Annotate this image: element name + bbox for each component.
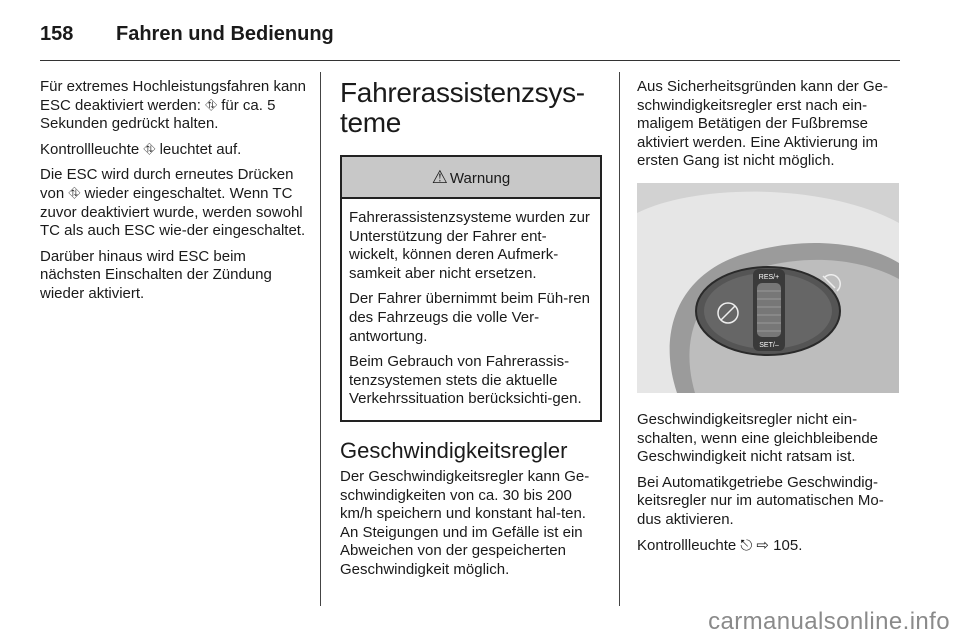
control-light-text: Kontrollleuchte ⛗ leuchtet auf. [40,140,242,158]
watermark: carmanualsonline.info [708,608,950,635]
esc-ignition-text: Darüber hinaus wird ESC beim nächsten Einschalten der Zündung wieder aktiviert. [40,247,272,302]
control-light-reference: Kontrollleuchte ⎋ ⇨ 105. [637,536,803,554]
header-rule [40,60,900,61]
steering-wheel-controls-figure [637,183,899,393]
warning-triangle-icon: ⚠ [431,167,448,187]
section-heading: Fahrerassistenzsys-teme [340,77,585,138]
column-1 [40,78,308,311]
column-divider-left [320,72,321,606]
warning-paragraph: Der Fahrer übernimmt beim Füh-ren des Fahrzeugs die volle Ver-antwortung. [349,290,590,345]
esc-deactivate-text: Für extremes Hochleistungsfahren kann ESC deaktiviert werden: ⛗ für ca. 5 Sekunden gedrückt halten. [40,78,306,133]
automatic-transmission-text: Bei Automatikgetriebe Geschwindig-keitsregler nur im automatischen Mo-dus aktivieren. [637,473,884,528]
esc-reactivate-text: Die ESC wird durch erneutes Drücken von ⛗ wieder eingeschaltet. Wenn TC zuvor deaktiviert wurde, werden sowohl TC als auch ESC wie-der eingeschaltet. [40,166,306,240]
warning-title-text: Warnung [449,170,511,187]
set-label: SET/– [759,341,779,349]
warning-title [342,157,600,199]
chapter-title: Fahren und Bedienung [116,23,334,45]
warning-paragraph: Beim Gebrauch von Fahrerassis-tenzsystemen stets die aktuelle Verkehrssituation berücksichti-gen. [349,353,582,408]
subsection-heading: Geschwindigkeitsregler [340,437,568,463]
cruise-control-intro: Der Geschwindigkeitsregler kann Ge-schwindigkeiten von ca. 30 bis 200 km/h speichern und konstant hal-ten. An Steigungen und im Gefälle ist ein Abweichen von der gespeicherten Geschwindigkeit möglich. [340,467,590,578]
page-header [40,14,900,54]
cruise-safety-text: Aus Sicherheitsgründen kann der Ge-schwindigkeitsregler erst nach ein-maligem Betätigen der Fußbremse aktiviert werden. Eine Aktivierung im ersten Gang ist nicht möglich. [637,78,888,170]
warning-box [340,155,602,422]
column-3 [637,78,900,562]
page-number: 158 [40,23,74,45]
steering-wheel-illustration [637,183,899,393]
column-divider-right [619,72,620,606]
cruise-caution-text: Geschwindigkeitsregler nicht ein-schalten, wenn eine gleichbleibende Geschwindigkeit nicht ratsam ist. [637,410,879,466]
column-2 [340,78,602,587]
warning-body [342,199,600,420]
res-label: RES/+ [758,273,780,281]
warning-paragraph: Fahrerassistenzsysteme wurden zur Unterstützung der Fahrer ent-wickelt, können deren Aufmerk-samkeit aber nicht ersetzen. [349,209,590,282]
